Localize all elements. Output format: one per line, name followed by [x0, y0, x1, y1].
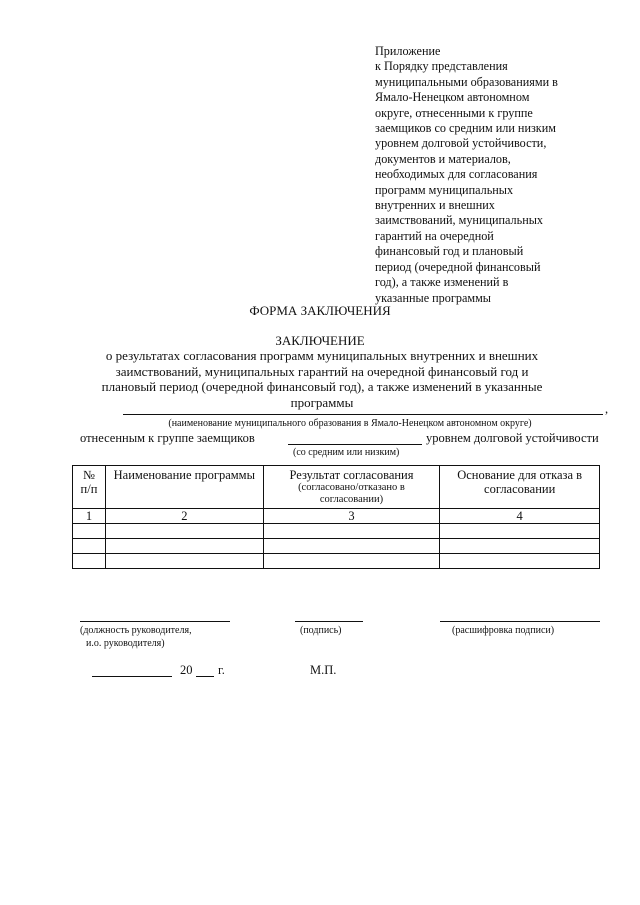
table-row	[73, 524, 600, 539]
table-cell[interactable]	[440, 539, 600, 554]
appendix-line: Приложение	[375, 44, 441, 58]
col-number: 4	[440, 509, 600, 524]
header-program-name: Наименование программы	[105, 466, 263, 509]
form-title: ФОРМА ЗАКЛЮЧЕНИЯ	[249, 303, 391, 318]
appendix-line: финансовый год и плановый	[375, 244, 524, 259]
position-caption-2: и.о. руководителя)	[86, 638, 165, 649]
appendix-line: заимствований, муниципальных	[375, 213, 544, 228]
table-header-row	[73, 466, 600, 509]
header-result-sub: (согласовано/отказано в согласовании)	[298, 482, 405, 505]
group-blank-line[interactable]	[288, 444, 422, 445]
appendix-line: необходимых для согласования	[375, 167, 538, 182]
appendix-line: год), а также изменений в	[375, 275, 509, 290]
subject-line: плановый период (очередной финансовый год), а также изменений в указанные	[101, 379, 543, 394]
stamp-place: М.П.	[310, 663, 337, 677]
header-number: № п/п	[73, 466, 106, 509]
table-cell[interactable]	[263, 539, 440, 554]
col-number: 1	[73, 509, 106, 524]
municipality-caption: (наименование муниципального образования в Ямало-Ненецком автономном округе)	[168, 418, 532, 429]
header-result-main: Результат согласования	[289, 468, 414, 482]
appendix-line: указанные программы	[375, 290, 491, 305]
subject-line: заимствований, муниципальных гарантий на очередной финансовый год и	[115, 363, 529, 379]
appendix-line: документов и материалов,	[375, 151, 511, 166]
appendix-line: внутренних и внешних	[375, 198, 495, 213]
decoding-caption: (расшифровка подписи)	[452, 625, 555, 636]
table-row	[73, 554, 600, 569]
col-number: 3	[263, 509, 440, 524]
conclusion-title: ЗАКЛЮЧЕНИЕ	[275, 333, 365, 348]
group-prefix: отнесенным к группе заемщиков	[80, 431, 255, 445]
group-caption: (со средним или низким)	[293, 447, 400, 458]
conclusion-table	[72, 465, 600, 569]
signature-line[interactable]	[295, 621, 363, 622]
col-number: 2	[105, 509, 263, 524]
position-caption: (должность руководителя,	[80, 625, 192, 636]
table-cell[interactable]	[73, 539, 106, 554]
table-cell[interactable]	[73, 524, 106, 539]
appendix-line: период (очередной финансовый	[375, 259, 541, 274]
conclusion-subject	[50, 348, 594, 410]
year-prefix: 20	[180, 663, 193, 677]
appendix-line: гарантий на очередной	[375, 228, 494, 243]
header-result	[263, 466, 440, 509]
table-cell[interactable]	[440, 554, 600, 569]
year-blank-line[interactable]	[196, 676, 214, 677]
appendix-line: программ муниципальных	[375, 182, 514, 197]
position-line[interactable]	[80, 621, 230, 622]
table-number-row	[73, 509, 600, 524]
appendix-line: Ямало-Ненецком автономном	[375, 90, 530, 105]
appendix-note	[375, 44, 615, 306]
appendix-line: заемщиков со средним или низким	[375, 121, 556, 136]
year-suffix: г.	[218, 663, 225, 677]
table-cell[interactable]	[440, 524, 600, 539]
decoding-line[interactable]	[440, 621, 600, 622]
table-cell[interactable]	[263, 554, 440, 569]
date-blank-line[interactable]	[92, 676, 172, 677]
group-suffix: уровнем долговой устойчивости	[426, 431, 599, 445]
table-cell[interactable]	[263, 524, 440, 539]
table-cell[interactable]	[105, 554, 263, 569]
signature-caption: (подпись)	[300, 625, 342, 636]
header-refusal-reason: Основание для отказа в согласовании	[440, 466, 600, 509]
subject-line: программы	[290, 394, 354, 410]
table-cell[interactable]	[105, 524, 263, 539]
appendix-line: уровнем долговой устойчивости,	[375, 136, 547, 151]
municipality-name-line[interactable]	[123, 414, 603, 415]
subject-line: о результатах согласования программ муниципальных внутренних и внешних	[105, 348, 539, 363]
table-cell[interactable]	[73, 554, 106, 569]
table-row	[73, 539, 600, 554]
appendix-line: муниципальными образованиями в	[375, 74, 558, 89]
appendix-line: округе, отнесенными к группе	[375, 105, 533, 120]
municipality-comma: ,	[605, 402, 609, 416]
table-cell[interactable]	[105, 539, 263, 554]
appendix-line: к Порядку представления	[375, 59, 508, 74]
